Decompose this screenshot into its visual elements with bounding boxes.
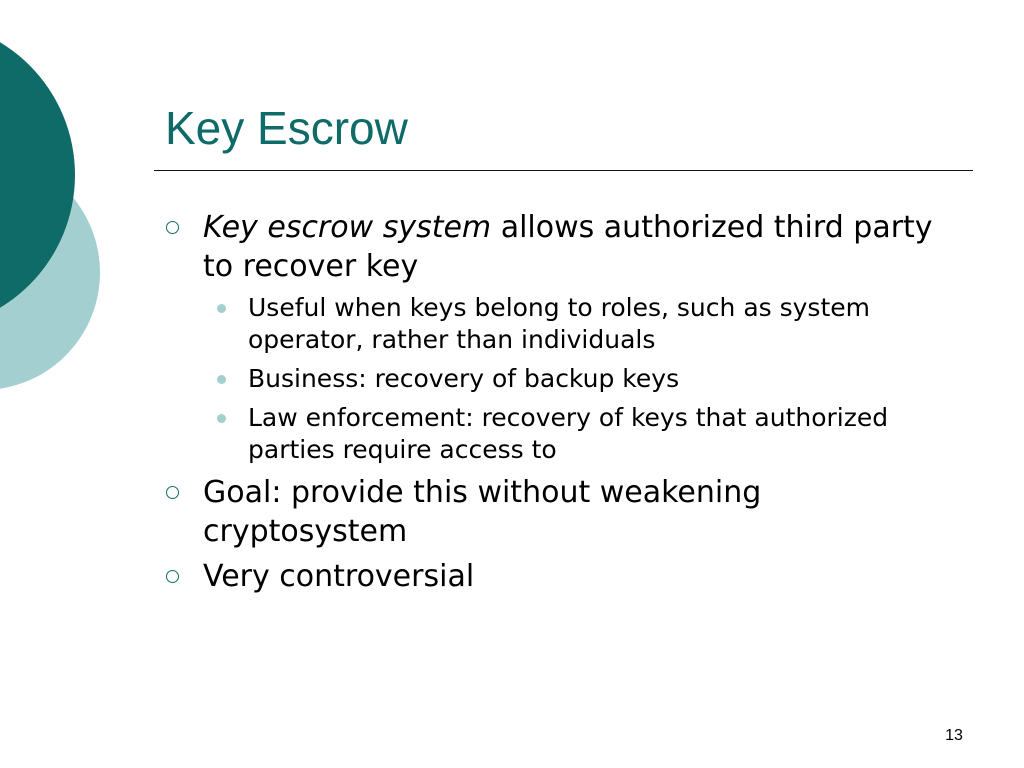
title-divider bbox=[154, 170, 973, 171]
sub-bullet-text: Business: recovery of backup keys bbox=[248, 364, 680, 393]
bullet-body: allows authorized third party to recover key bbox=[203, 210, 933, 284]
bullet-text: Goal: provide this without weakening cryptosystem bbox=[203, 475, 762, 549]
hollow-circle-bullet-icon bbox=[166, 221, 179, 234]
slide-number: 13 bbox=[945, 727, 963, 744]
sub-bullet-item bbox=[203, 402, 955, 466]
sub-bullet-text: Useful when keys belong to roles, such as system operator, rather than individuals bbox=[248, 293, 870, 354]
hollow-circle-bullet-icon bbox=[166, 570, 179, 583]
filled-circle-bullet-icon bbox=[217, 375, 226, 384]
sub-bullet-list bbox=[203, 292, 955, 466]
bullet-item bbox=[165, 473, 955, 551]
slide-title: Key Escrow bbox=[165, 102, 408, 154]
bullet-item bbox=[165, 208, 955, 466]
filled-circle-bullet-icon bbox=[217, 304, 226, 313]
sub-bullet-item bbox=[203, 363, 955, 395]
bullet-text: Very controversial bbox=[203, 559, 475, 594]
slide-content bbox=[165, 208, 955, 602]
bullet-item bbox=[165, 557, 955, 596]
bullet-emphasis: Key escrow system bbox=[203, 210, 492, 245]
bullet-text bbox=[203, 208, 955, 286]
sub-bullet-item bbox=[203, 292, 955, 356]
hollow-circle-bullet-icon bbox=[166, 486, 179, 499]
filled-circle-bullet-icon bbox=[217, 414, 226, 423]
sub-bullet-text: Law enforcement: recovery of keys that authorized parties require access to bbox=[248, 403, 889, 464]
